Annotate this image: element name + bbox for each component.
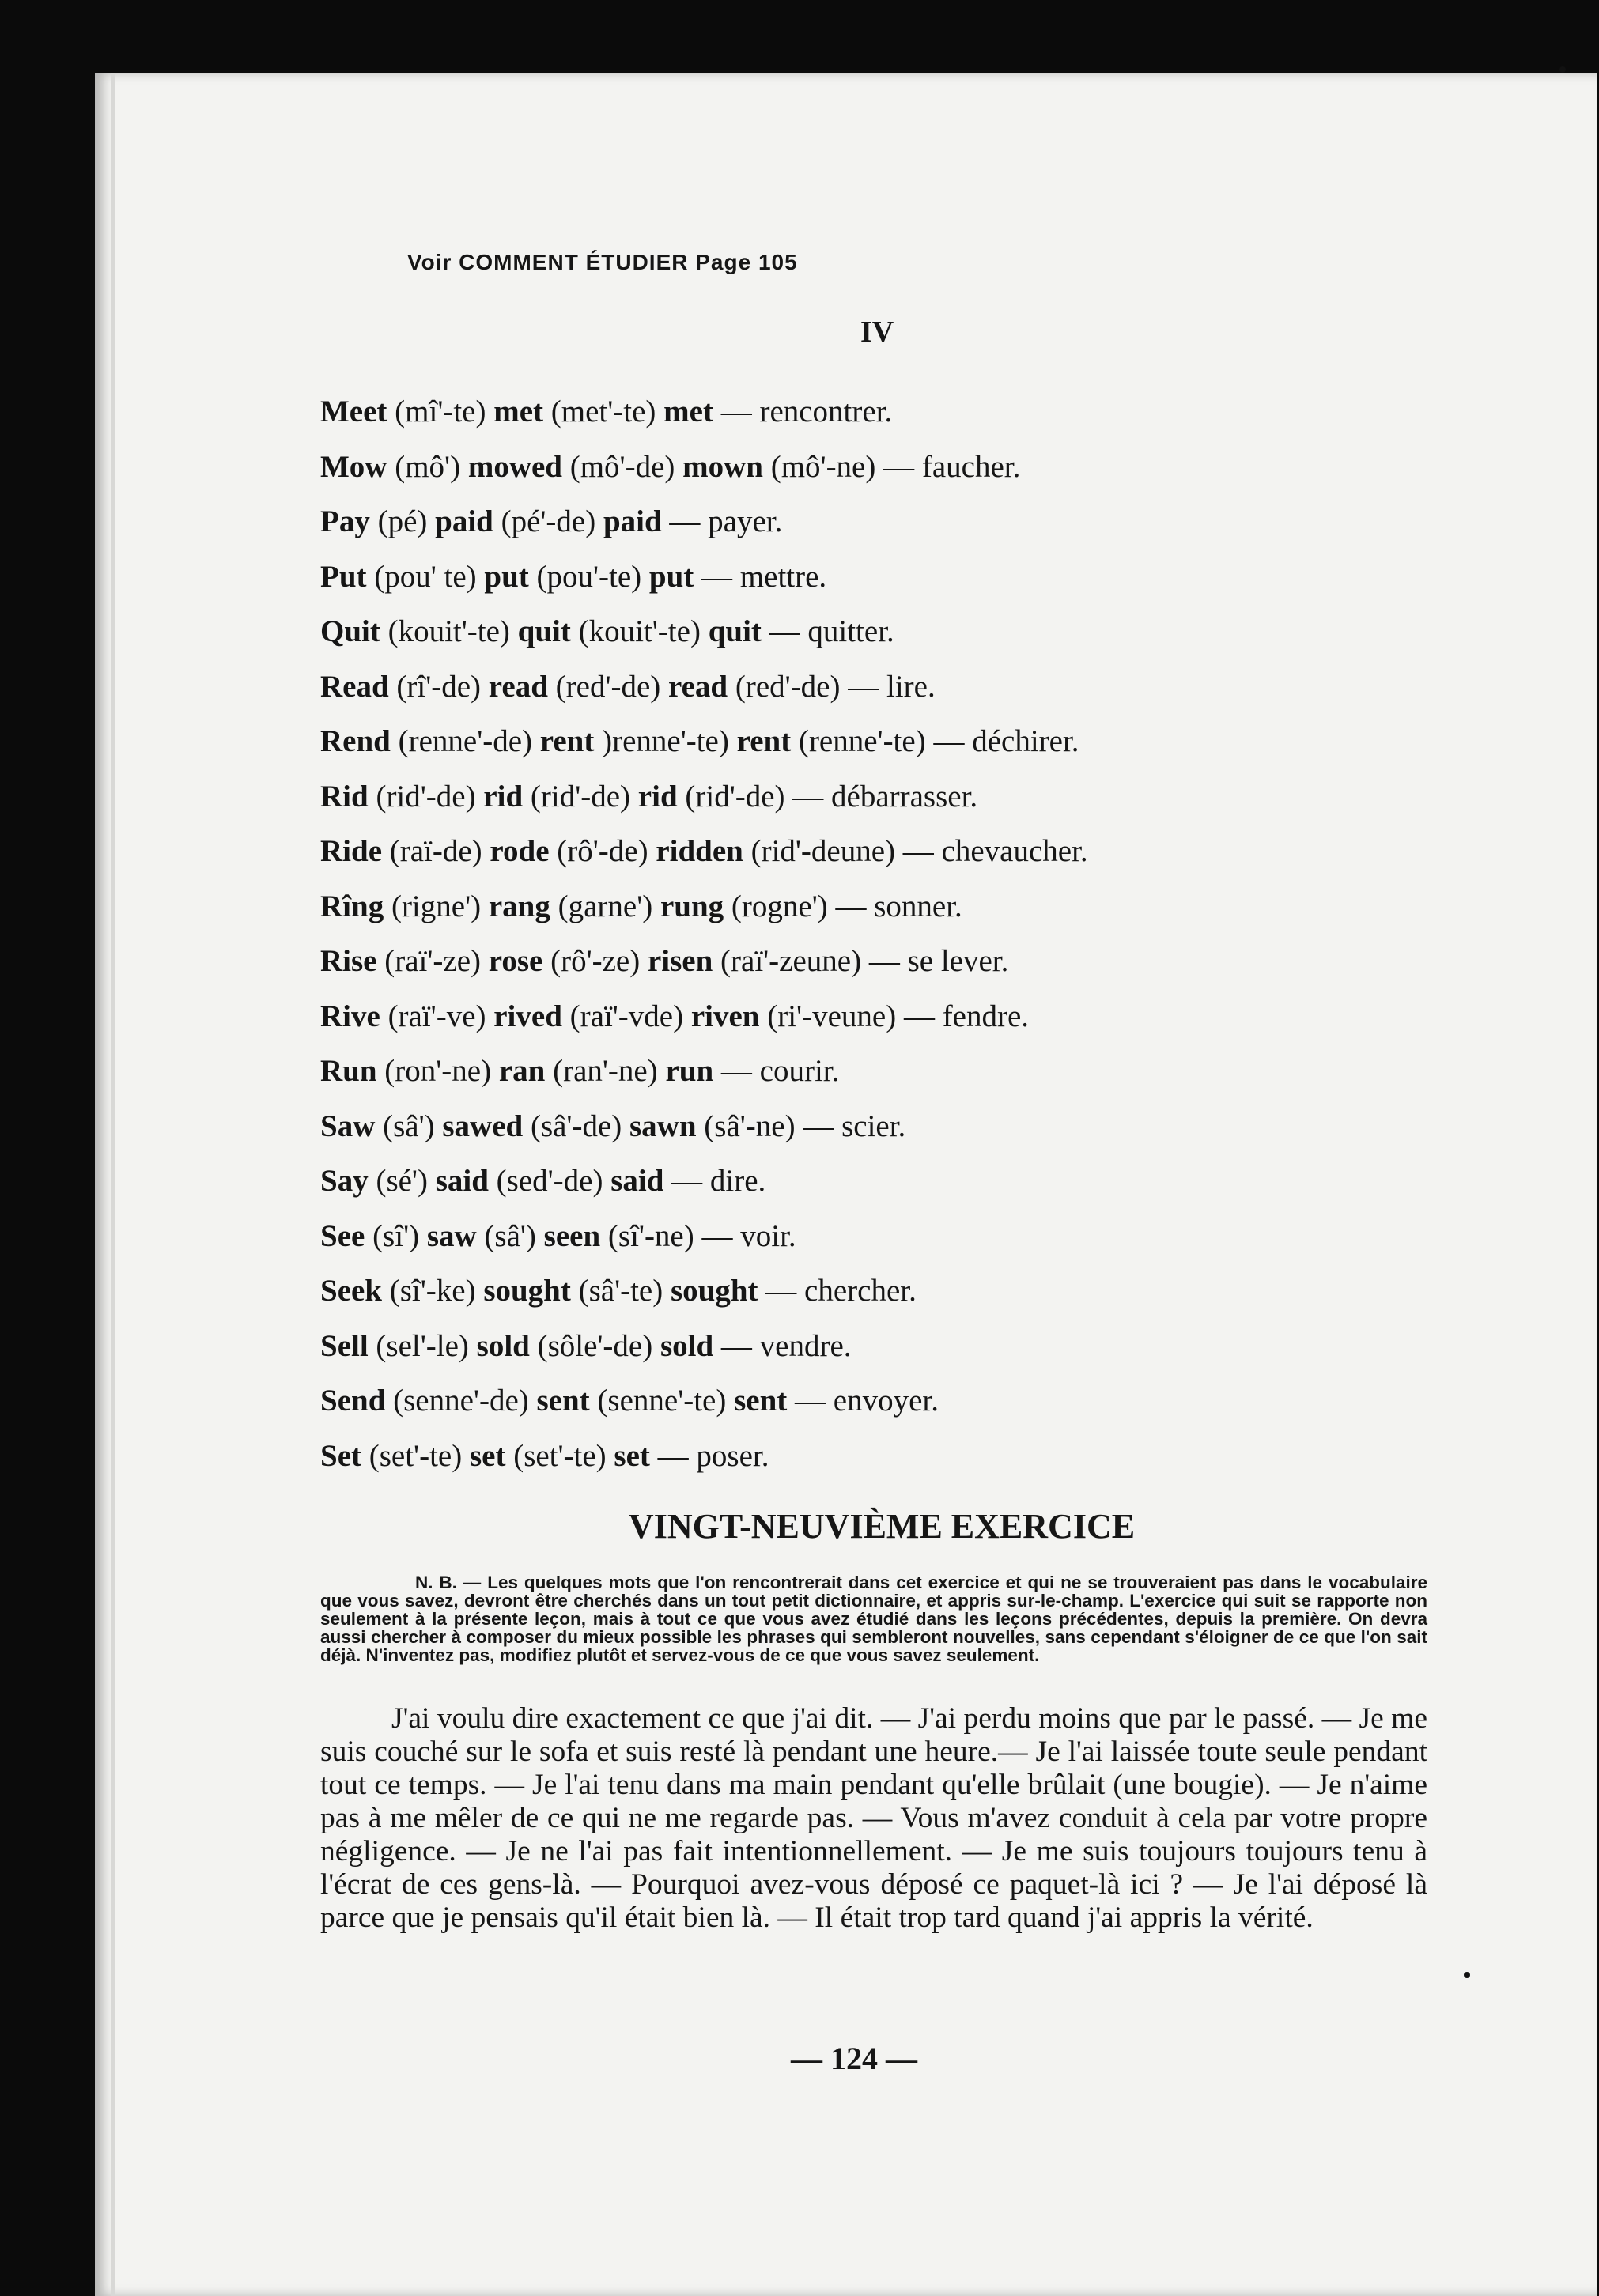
irregular-verb-list	[320, 384, 1467, 1483]
nota-bene-note: N. B. — Les quelques mots que l'on rencontrerait dans cet exercice et qui ne se trouveraient pas dans le vocabulaire que vous savez, devront être cherchés dans un tout petit dictionnaire, et appris sur-le-champ. L'exercice qui suit se rapporte non seulement à la présente leçon, mais à tout ce que vous avez étudié dans les leçons précédentes, depuis la première. On devra aussi chercher à composer du mieux possible les phrases qui sembleront nouvelles, sans cependant s'éloigner de ce que l'on sait déjà. N'inventez pas, modifiez plutôt et servez-vous de ce que vous savez seulement.	[320, 1573, 1427, 1665]
verb-line: Rise (raï'-ze) rose (rô'-ze) risen (raï'-zeune) — se lever.	[320, 944, 1009, 978]
scan-speck	[1464, 1972, 1470, 1978]
verb-line: Run (ron'-ne) ran (ran'-ne) run — courir.	[320, 1054, 840, 1088]
verb-line: Mow (mô') mowed (mô'-de) mown (mô'-ne) — faucher.	[320, 449, 1021, 484]
scan-speck	[1559, 66, 1566, 73]
verb-line: Rîng (rigne') rang (garne') rung (rogne') — sonner.	[320, 889, 962, 923]
exercise-title: VINGT-NEUVIÈME EXERCICE	[628, 1507, 1136, 1546]
study-reference: Voir COMMENT ÉTUDIER Page 105	[407, 250, 798, 274]
verb-line: Sell (sel'-le) sold (sôle'-de) sold — vendre.	[320, 1328, 852, 1363]
verb-line: Rive (raï'-ve) rived (raï'-vde) riven (ri'-veune) — fendre.	[320, 999, 1030, 1033]
verb-line: Seek (sî'-ke) sought (sâ'-te) sought — chercher.	[320, 1274, 917, 1308]
verb-line: Ride (raï-de) rode (rô'-de) ridden (rid'-deune) — chevaucher.	[320, 834, 1088, 868]
lesson-numeral: IV	[860, 315, 894, 349]
page-binding-edge	[111, 73, 115, 2296]
verb-line: Put (pou' te) put (pou'-te) put — mettre.	[320, 559, 827, 594]
verb-line: Rend (renne'-de) rent )renne'-te) rent (renne'-te) — déchirer.	[320, 724, 1079, 758]
verb-line: Rid (rid'-de) rid (rid'-de) rid (rid'-de) — débarrasser.	[320, 779, 978, 814]
verb-line: Send (senne'-de) sent (senne'-te) sent — envoyer.	[320, 1384, 939, 1418]
exercise-text: J'ai voulu dire exactement ce que j'ai dit. — J'ai perdu moins que par le passé. — Je me suis couché sur le sofa et suis resté là pendant une heure.— Je l'ai laissée toute seule pendant tout ce temps. — Je l'ai tenu dans ma main pendant qu'elle brûlait (une bougie). — Je n'aime pas à me mêler de ce qui ne me regarde pas. — Vous m'avez conduit à cela par votre propre négligence. — Je ne l'ai pas fait intentionnellement. — Je me suis toujours toujours tenu à l'écrat de ces gens-là. — Pourquoi avez-vous déposé ce paquet-là ici ? — Je l'ai déposé là parce que je pensais qu'il était bien là. — Il était trop tard quand j'ai appris la vérité.	[320, 1702, 1427, 1934]
verb-line: Pay (pé) paid (pé'-de) paid — payer.	[320, 504, 783, 538]
verb-line: Read (rî'-de) read (red'-de) read (red'-de) — lire.	[320, 669, 936, 704]
verb-line: Set (set'-te) set (set'-te) set — poser.	[320, 1438, 769, 1473]
verb-line: Quit (kouit'-te) quit (kouit'-te) quit — quitter.	[320, 614, 894, 648]
verb-line: Saw (sâ') sawed (sâ'-de) sawn (sâ'-ne) — scier.	[320, 1108, 906, 1143]
verb-line: Meet (mî'-te) met (met'-te) met — rencontrer.	[320, 395, 893, 429]
page-number: — 124 —	[791, 2041, 917, 2076]
verb-line: See (sî') saw (sâ') seen (sî'-ne) — voir.	[320, 1218, 796, 1253]
verb-line: Say (sé') said (sed'-de) said — dire.	[320, 1164, 766, 1198]
